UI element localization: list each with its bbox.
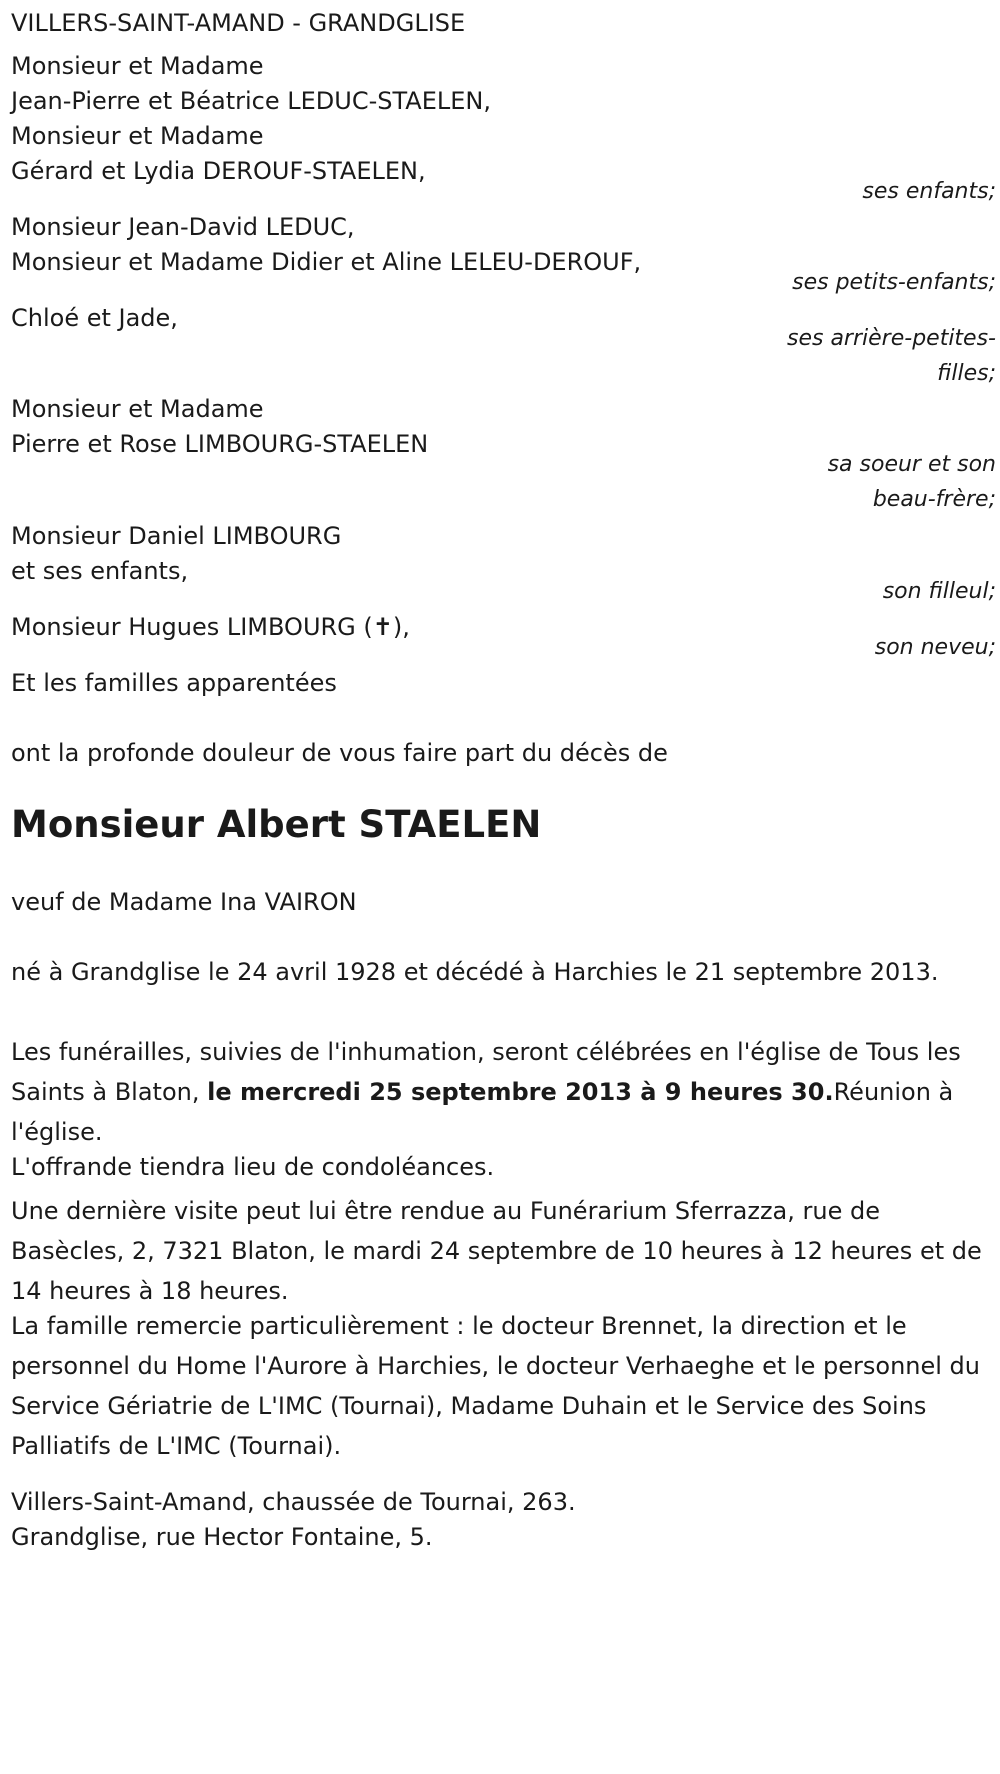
- family-line: Gérard et Lydia DEROUF-STAELEN,: [11, 157, 426, 185]
- family-line: Monsieur et Madame: [11, 52, 264, 80]
- funeral-paragraph: [11, 1032, 996, 1152]
- family-line: Monsieur Jean-David LEDUC,: [11, 213, 355, 241]
- family-role: ses enfants;: [862, 179, 996, 204]
- funeral-datetime: le mercredi 25 septembre 2013 à 9 heures 30.: [207, 1078, 834, 1106]
- family-line: Chloé et Jade,: [11, 304, 178, 332]
- deceased-name: Monsieur Albert STAELEN: [11, 803, 542, 846]
- family-line: Monsieur Hugues LIMBOURG (✝),: [11, 613, 410, 641]
- family-role: ses arrière-petites-: [787, 326, 996, 351]
- family-line: Monsieur Daniel LIMBOURG: [11, 522, 342, 550]
- family-role: son filleul;: [882, 579, 996, 604]
- address-line: Villers-Saint-Amand, chaussée de Tournai, 263.: [11, 1488, 576, 1516]
- family-line: Et les familles apparentées: [11, 669, 337, 697]
- funeral-intro: Les funérailles, suivies de l'inhumation, seront célébrées en l'église de Tous les Saints à Blaton,: [11, 1038, 961, 1106]
- widower-line: veuf de Madame Ina VAIRON: [11, 888, 357, 916]
- address-line: Grandglise, rue Hector Fontaine, 5.: [11, 1523, 433, 1551]
- family-line: Jean-Pierre et Béatrice LEDUC-STAELEN,: [11, 87, 491, 115]
- family-role: beau-frère;: [872, 487, 996, 512]
- visit-paragraph: Une dernière visite peut lui être rendue au Funérarium Sferrazza, rue de Basècles, 2, 7321 Blaton, le mardi 24 septembre de 10 heures à 12 heures et de 14 heures à 18 heures.: [11, 1197, 982, 1305]
- family-role: son neveu;: [874, 635, 996, 660]
- family-line: Monsieur et Madame: [11, 122, 264, 150]
- family-line: Pierre et Rose LIMBOURG-STAELEN: [11, 430, 429, 458]
- family-role: ses petits-enfants;: [792, 270, 996, 295]
- family-role: filles;: [937, 361, 996, 386]
- family-line: Monsieur et Madame Didier et Aline LELEU-DEROUF,: [11, 248, 642, 276]
- funeral-meeting: Réunion à l'église.: [11, 1078, 954, 1146]
- thanks-paragraph: La famille remercie particulièrement : le docteur Brennet, la direction et le personnel du Home l'Aurore à Harchies, le docteur Verhaeghe et le personnel du Service Gériatrie de L'IMC (Tournai), Madame Duhain et le Service des Soins Palliatifs de L'IMC (Tournai).: [11, 1312, 980, 1460]
- obituary-notice: [11, 0, 996, 1774]
- family-role: sa soeur et son: [827, 452, 996, 477]
- offering-paragraph: L'offrande tiendra lieu de condoléances.: [11, 1153, 495, 1181]
- announcement-text: ont la profonde douleur de vous faire part du décès de: [11, 739, 668, 767]
- family-line: Monsieur et Madame: [11, 395, 264, 423]
- header-location: VILLERS-SAINT-AMAND - GRANDGLISE: [11, 9, 466, 37]
- family-line: et ses enfants,: [11, 557, 189, 585]
- birth-death-paragraph: né à Grandglise le 24 avril 1928 et décédé à Harchies le 21 septembre 2013.: [11, 958, 939, 986]
